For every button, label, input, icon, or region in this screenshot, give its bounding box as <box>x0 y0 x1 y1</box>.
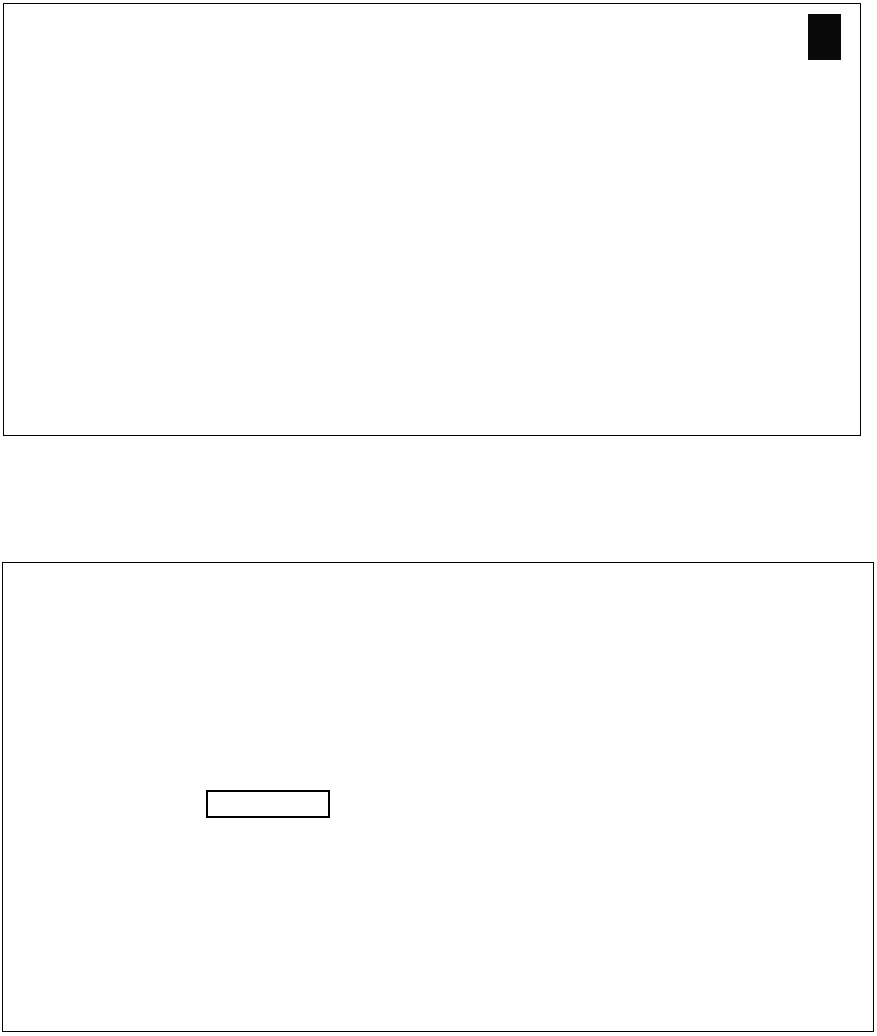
side-view-box <box>206 790 330 818</box>
